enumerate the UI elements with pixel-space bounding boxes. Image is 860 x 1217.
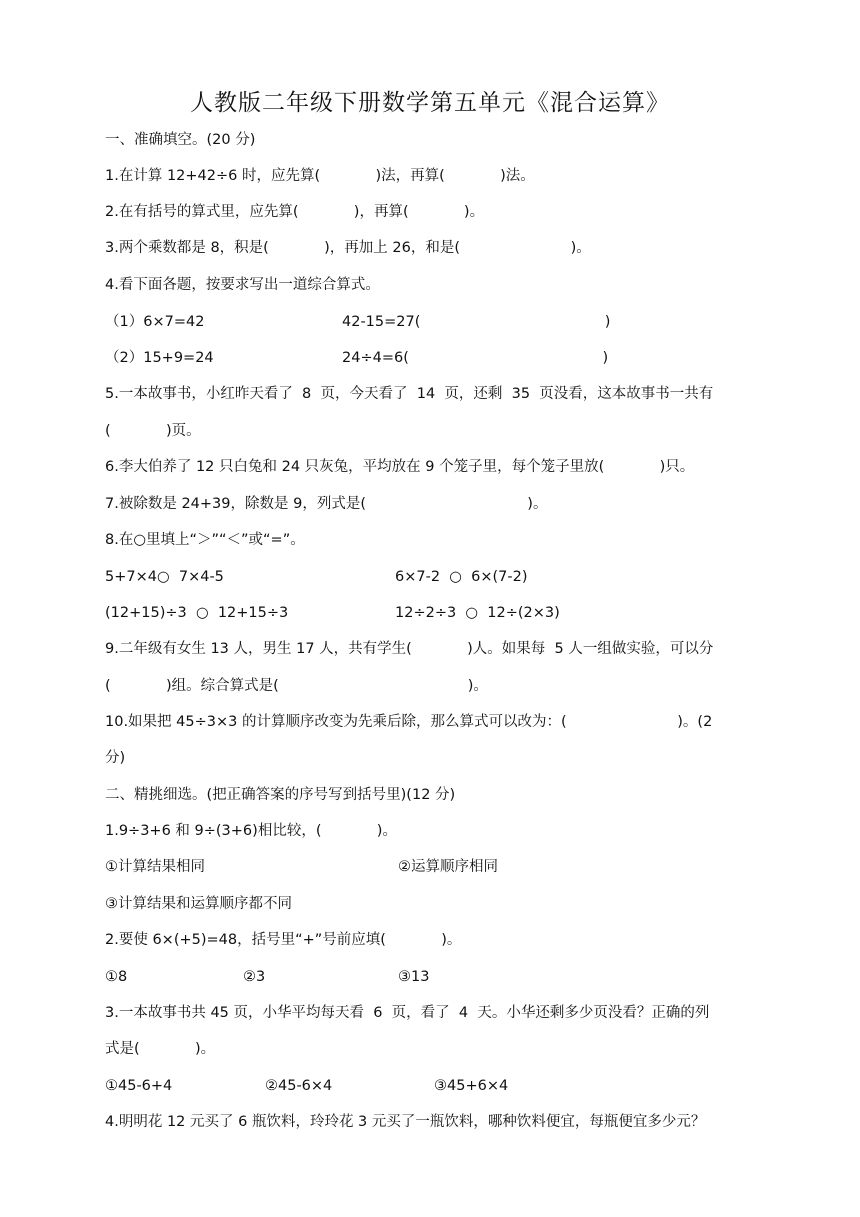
question-2-4: 4.明明花 12 元买了 6 瓶饮料，玲玲花 3 元买了一瓶饮料，哪种饮料便宜，每瓶便宜多少元？ [105, 1114, 706, 1130]
question-1-4-part2-right: 24÷4=6( ) [342, 350, 609, 366]
question-1-8-row1-left: 5+7×4○ 7×4-5 [105, 569, 224, 585]
question-1-8-row1-right: 6×7-2 ○ 6×(7-2) [395, 569, 528, 585]
question-2-3-option-2: ②45-6×4 [265, 1078, 333, 1094]
question-2-1-option-3: ③计算结果和运算顺序都不同 [105, 896, 292, 912]
question-1-9-line1: 9.二年级有女生 13 人，男生 17 人，共有学生( )人。如果每 5 人一组做实验，可以分 [105, 641, 714, 657]
question-1-1: 1.在计算 12+42÷6 时，应先算( )法，再算( )法。 [105, 168, 535, 184]
question-2-1-option-1: ①计算结果相同 [105, 859, 205, 875]
question-1-5-line1: 5.一本故事书，小红昨天看了 8 页，今天看了 14 页，还剩 35 页没看，这本故事书一共有 [105, 386, 714, 402]
question-2-2: 2.要使 6×(+5)=48，括号里“+”号前应填( )。 [105, 932, 462, 948]
question-2-2-option-1: ①8 [105, 969, 128, 985]
page-title: 人教版二年级下册数学第五单元《混合运算》 [190, 90, 670, 116]
question-2-2-option-3: ③13 [398, 969, 430, 985]
question-2-2-option-2: ②3 [243, 969, 266, 985]
question-2-1: 1.9÷3+6 和 9÷(3+6)相比较，( )。 [105, 823, 397, 839]
question-1-4-part1-left: （1）6×7=42 [105, 314, 205, 330]
question-1-10-line1: 10.如果把 45÷3×3 的计算顺序改变为先乘后除，那么算式可以改为：( )。(2 [105, 714, 713, 730]
question-1-5-line2: ( )页。 [105, 423, 201, 439]
question-1-8-row2-right: 12÷2÷3 ○ 12÷(2×3) [395, 605, 560, 621]
question-2-3-line2: 式是( )。 [105, 1041, 216, 1057]
section-2-heading: 二、精挑细选。(把正确答案的序号写到括号里)(12 分) [105, 787, 456, 803]
question-2-1-option-2: ②运算顺序相同 [398, 859, 498, 875]
question-1-9-line2: ( )组。综合算式是( )。 [105, 678, 488, 694]
question-2-3-option-3: ③45+6×4 [434, 1078, 509, 1094]
section-1-heading: 一、准确填空。(20 分) [105, 132, 256, 148]
question-1-6: 6.李大伯养了 12 只白兔和 24 只灰兔，平均放在 9 个笼子里，每个笼子里放( )只。 [105, 459, 695, 475]
question-1-8: 8.在○里填上“＞”“＜”或“=”。 [105, 532, 305, 548]
question-1-3: 3.两个乘数都是 8，积是( )，再加上 26，和是( )。 [105, 240, 591, 256]
question-1-4: 4.看下面各题，按要求写出一道综合算式。 [105, 277, 380, 293]
question-2-3-line1: 3.一本故事书共 45 页，小华平均每天看 6 页，看了 4 天。小华还剩多少页没看？正确的列 [105, 1005, 710, 1021]
question-1-10-line2: 分) [105, 750, 126, 766]
question-1-4-part2-left: （2）15+9=24 [105, 350, 214, 366]
question-1-2: 2.在有括号的算式里，应先算( )，再算( )。 [105, 204, 485, 220]
question-1-7: 7.被除数是 24+39，除数是 9，列式是( )。 [105, 496, 548, 512]
question-2-3-option-1: ①45-6+4 [105, 1078, 173, 1094]
question-1-8-row2-left: (12+15)÷3 ○ 12+15÷3 [105, 605, 289, 621]
question-1-4-part1-right: 42-15=27( ) [342, 314, 611, 330]
